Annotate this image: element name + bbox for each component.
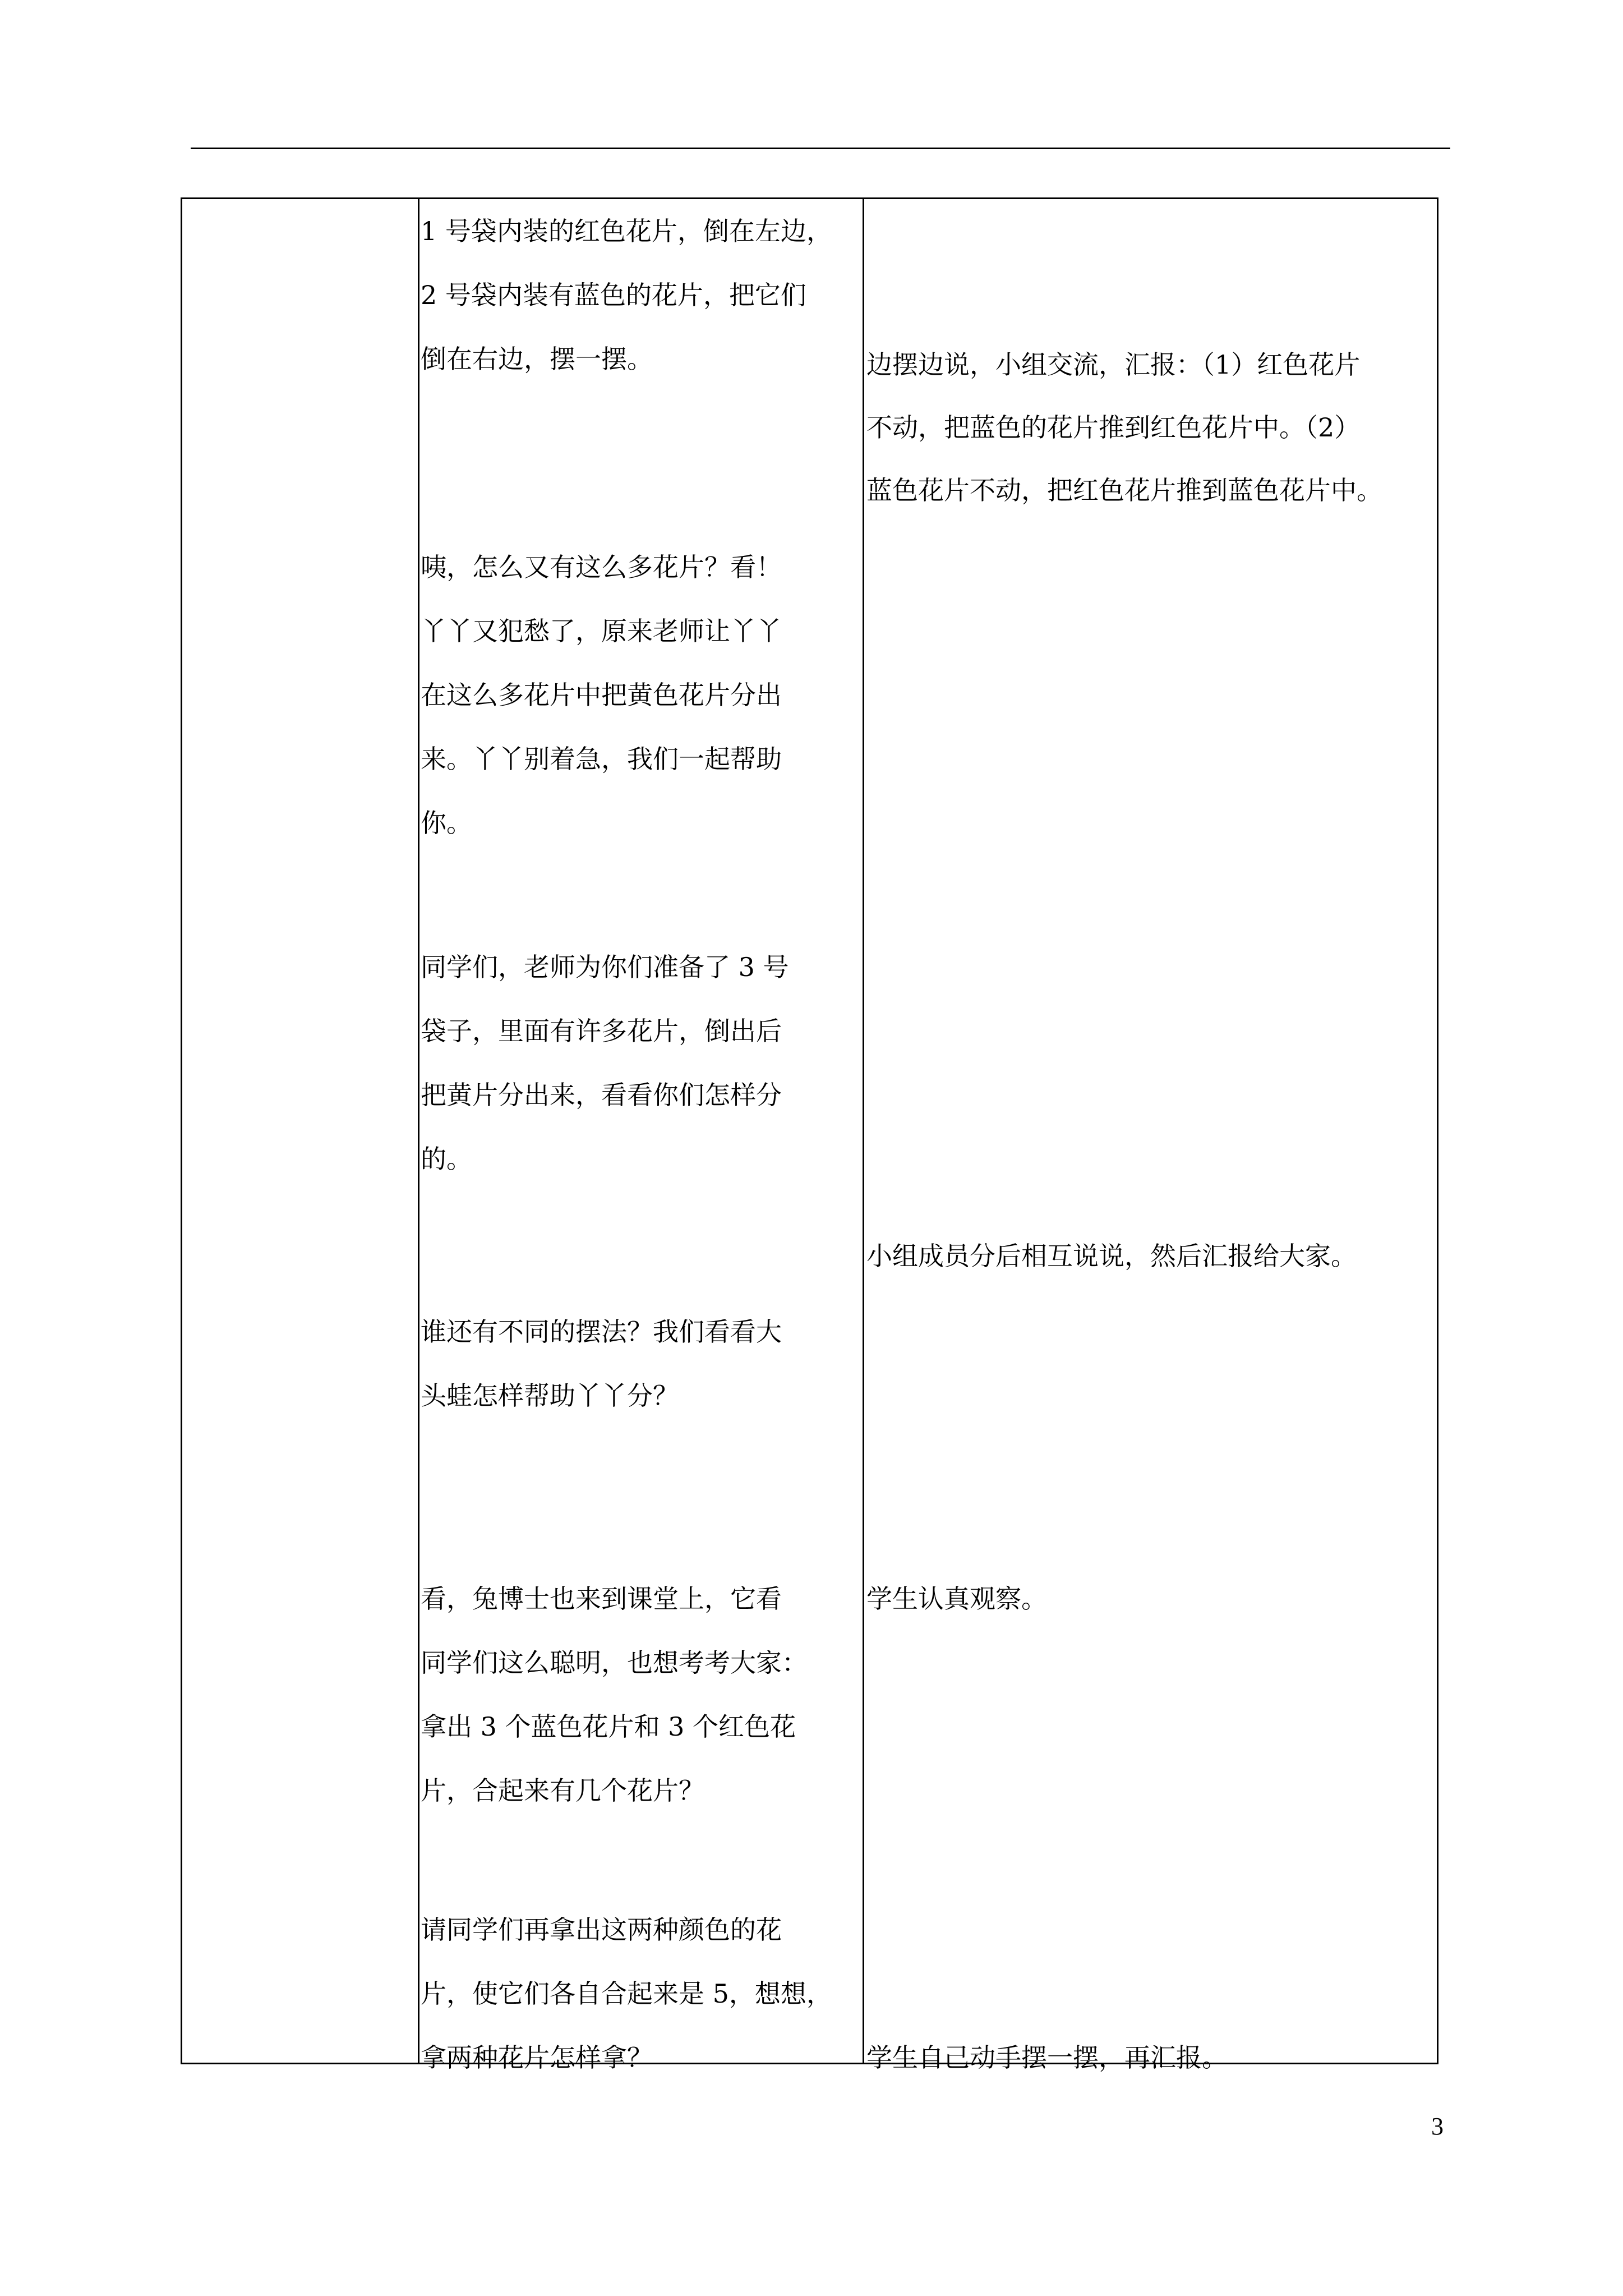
- page-number: 3: [1431, 2113, 1444, 2140]
- teacher-line: 袋子，里面有许多花片，倒出后: [421, 1016, 782, 1046]
- column-divider-1: [418, 199, 419, 2063]
- teacher-line: 拿出 3 个蓝色花片和 3 个红色花: [421, 1711, 796, 1742]
- header-rule: [191, 148, 1450, 149]
- teacher-line: 请同学们再拿出这两种颜色的花: [421, 1915, 782, 1945]
- student-line: 蓝色花片不动，把红色花片推到蓝色花片中。: [866, 475, 1382, 505]
- student-line: 学生自己动手摆一摆，再汇报。: [866, 2042, 1228, 2073]
- teacher-line: 同学们这么聪明，也想考考大家：: [421, 1648, 808, 1678]
- student-line: 小组成员分后相互说说，然后汇报给大家。: [866, 1241, 1357, 1271]
- teacher-line: 片，使它们各自合起来是 5，想想，: [421, 1978, 832, 2009]
- teacher-line: 咦，怎么又有这么多花片？看！: [421, 552, 782, 582]
- teacher-line: 你。: [421, 808, 472, 838]
- student-line: 学生认真观察。: [866, 1584, 1047, 1614]
- student-activity-column: [866, 199, 1427, 2073]
- lesson-table: [181, 197, 1438, 2073]
- teacher-line: 来。丫丫别着急，我们一起帮助: [421, 744, 782, 774]
- student-line: 边摆边说，小组交流，汇报：（1）红色花片: [866, 349, 1361, 380]
- teacher-line: 倒在右边，摆一摆。: [421, 344, 653, 374]
- teacher-line: 丫丫又犯愁了，原来老师让丫丫: [421, 616, 782, 646]
- teacher-line: 谁还有不同的摆法？我们看看大: [421, 1317, 782, 1347]
- student-line: 不动，把蓝色的花片推到红色花片中。（2）: [866, 412, 1361, 443]
- teacher-line: 片，合起来有几个花片？: [421, 1775, 704, 1806]
- teacher-line: 看，兔博士也来到课堂上，它看: [421, 1584, 782, 1614]
- teacher-line: 1 号袋内装的红色花片，倒在左边，: [421, 216, 832, 246]
- teacher-line: 拿两种花片怎样拿？: [421, 2042, 653, 2073]
- teacher-line: 在这么多花片中把黄色花片分出: [421, 680, 782, 710]
- teacher-line: 同学们，老师为你们准备了 3 号: [421, 952, 789, 982]
- teacher-line: 2 号袋内装有蓝色的花片，把它们: [421, 280, 806, 310]
- teacher-line: 头蛙怎样帮助丫丫分？: [421, 1381, 679, 1411]
- teacher-line: 的。: [421, 1144, 472, 1174]
- teacher-activity-column: [421, 199, 864, 2073]
- teacher-line: 把黄片分出来，看看你们怎样分: [421, 1080, 782, 1110]
